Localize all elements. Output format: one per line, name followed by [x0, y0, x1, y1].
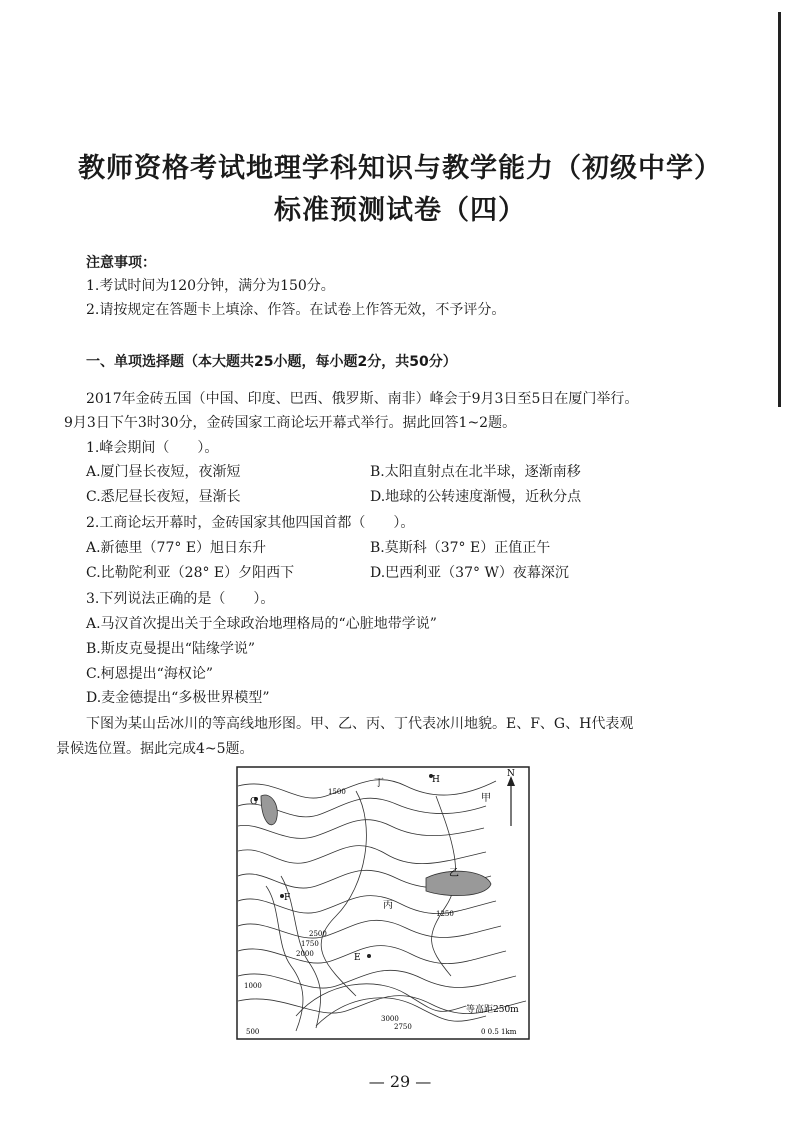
question-2-stem: 2.工商论坛开幕时，金砖国家其他四国首都（ ）。	[86, 515, 415, 531]
page-number: — 29 —	[368, 1072, 432, 1091]
passage-line-2: 9月3日下午3时30分，金砖国家工商论坛开幕式举行。据此回答1~2题。	[64, 415, 517, 431]
contour-3000: 3000	[381, 1015, 399, 1023]
label-h: H	[432, 775, 440, 785]
question-1-stem: 1.峰会期间（ ）。	[86, 440, 219, 456]
label-bing: 丙	[383, 900, 393, 911]
contour-1000: 1000	[244, 982, 262, 990]
question-3-option-d: D.麦金德提出“多极世界模型”	[86, 690, 270, 706]
question-3-option-c: C.柯恩提出“海权论”	[86, 666, 213, 682]
contour-1750: 1750	[301, 940, 319, 948]
question-1-option-a: A.厦门昼长夜短，夜渐短	[86, 464, 241, 480]
contour-map	[236, 766, 530, 1040]
question-1-option-c: C.悉尼昼长夜短，昼渐长	[86, 489, 241, 505]
question-3-stem: 3.下列说法正确的是（ ）。	[86, 591, 275, 607]
contour-1250: 1250	[436, 910, 454, 918]
contour-2500: 2500	[309, 930, 327, 938]
exam-title-line1: 教师资格考试地理学科知识与教学能力（初级中学）	[78, 153, 722, 184]
passage2-line-2: 景候选位置。据此完成4~5题。	[56, 741, 254, 757]
label-yi: 乙	[449, 868, 459, 879]
contour-2000: 2000	[296, 950, 314, 958]
label-e: E	[354, 953, 361, 963]
notice-item-2: 2.请按规定在答题卡上填涂、作答。在试卷上作答无效，不予评分。	[86, 302, 506, 318]
question-3-option-a: A.马汉首次提出关于全球政治地理格局的“心脏地带学说”	[86, 616, 437, 632]
point-e	[367, 954, 371, 958]
label-jia: 甲	[481, 793, 491, 804]
passage-line-1: 2017年金砖五国（中国、印度、巴西、俄罗斯、南非）峰会于9月3日至5日在厦门举行。	[86, 391, 639, 407]
contour-2750: 2750	[394, 1023, 412, 1031]
scale-bar: 0 0.5 1km	[481, 1028, 517, 1036]
question-2-option-d: D.巴西利亚（37° W）夜幕深沉	[370, 565, 569, 581]
contour-interval: 等高距250m	[466, 1005, 519, 1015]
question-3-option-b: B.斯皮克曼提出“陆缘学说”	[86, 641, 256, 657]
contour-500: 500	[246, 1028, 260, 1036]
question-1-option-b: B.太阳直射点在北半球，逐渐南移	[370, 464, 581, 480]
question-2-option-b: B.莫斯科（37° E）正值正午	[370, 540, 551, 556]
section-heading: 一、单项选择题（本大题共25小题，每小题2分，共50分）	[86, 354, 457, 370]
label-g: G	[250, 797, 258, 807]
question-2-option-a: A.新德里（77° E）旭日东升	[86, 540, 267, 556]
label-ding: 丁	[374, 778, 384, 789]
label-n: N	[507, 769, 515, 779]
passage2-line-1: 下图为某山岳冰川的等高线地形图。甲、乙、丙、丁代表冰川地貌。E、F、G、H代表观	[86, 716, 634, 732]
contour-1500: 1500	[328, 788, 346, 796]
exam-title-line2: 标准预测试卷（四）	[274, 195, 526, 226]
notice-item-1: 1.考试时间为120分钟，满分为150分。	[86, 278, 335, 294]
question-1-option-d: D.地球的公转速度渐慢，近秋分点	[370, 489, 582, 505]
notice-heading: 注意事项：	[86, 255, 156, 271]
label-f: F	[284, 893, 291, 903]
question-2-option-c: C.比勒陀利亚（28° E）夕阳西下	[86, 565, 295, 581]
